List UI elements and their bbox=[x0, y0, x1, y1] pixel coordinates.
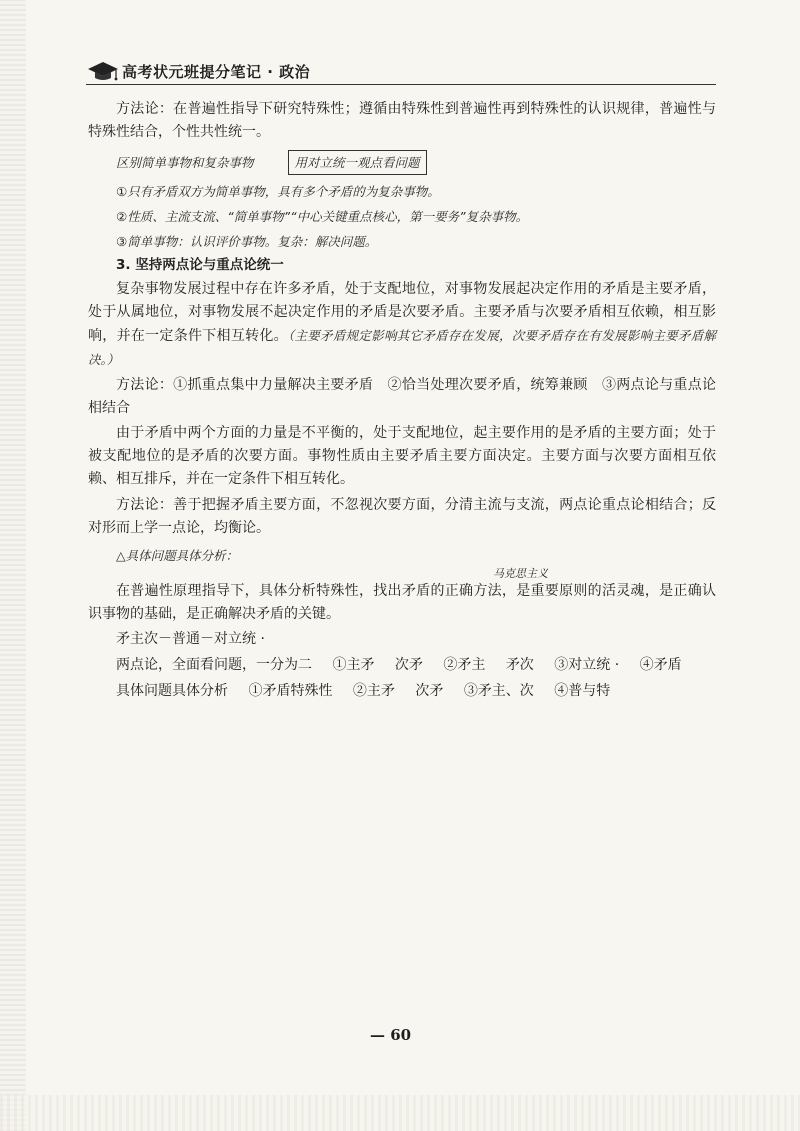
handwritten-note-1 bbox=[116, 150, 716, 175]
summary-specific: 具体问题具体分析 bbox=[116, 683, 228, 699]
note-distinguish-label: 区别简单事物和复杂事物 bbox=[116, 155, 254, 170]
summary-line-3 bbox=[116, 680, 716, 703]
handwritten-note-5: △具体问题具体分析： bbox=[116, 548, 239, 563]
paragraph-main-contradiction-text: 复杂事物发展过程中存在许多矛盾，处于支配地位，对事物发展起决定作用的矛盾是主要矛盾，处于从属地位，对事物发展不起决定作用的矛盾是次要矛盾。主要矛盾与次要矛盾相互依赖，相互影响，并在一定条件下相互转化。 bbox=[88, 281, 716, 344]
scan-bottom-noise bbox=[0, 1095, 800, 1131]
paragraph-methodology-1: 方法论：在普遍性指导下研究特殊性；遵循由特殊性到普遍性再到特殊性的认识规律，普遍性与特殊性结合，个性共性统一。 bbox=[88, 101, 716, 140]
paragraph-contradiction-aspects: 由于矛盾中两个方面的力量是不平衡的，处于支配地位，起主要作用的是矛盾的主要方面；处于被支配地位的是矛盾的次要方面。事物性质由主要矛盾主要方面决定。主要方面与次要方面相互依赖、相互排斥，并在一定条件下相互转化。 bbox=[88, 425, 716, 487]
summary-item: ②主矛 bbox=[352, 683, 395, 699]
paragraph-main-contradiction bbox=[88, 278, 716, 372]
handwritten-note-3: ②性质、主流支流、“简单事物”“中心关键重点核心，第一要务”复杂事物。 bbox=[116, 209, 529, 224]
section-heading-3: 3. 坚持两点论与重点论统一 bbox=[116, 257, 284, 273]
handwritten-note-4: ③简单事物：认识评价事物。复杂：解决问题。 bbox=[116, 234, 378, 249]
summary-item: 矛次 bbox=[505, 657, 534, 673]
summary-two-point: 两点论，全面看问题，一分为二 bbox=[116, 657, 312, 673]
summary-item: ④矛盾 bbox=[639, 657, 682, 673]
summary-item: ④普与特 bbox=[554, 683, 611, 699]
page-header bbox=[86, 58, 310, 84]
paragraph-methodology-2: 方法论：①抓重点集中力量解决主要矛盾 ②恰当处理次要矛盾，统筹兼顾 ③两点论与重点论相结合 bbox=[88, 377, 716, 416]
header-title: 高考状元班提分笔记 · 政治 bbox=[122, 62, 311, 81]
graduation-cap-icon bbox=[86, 59, 120, 83]
handwritten-note-2: ①只有矛盾双方为简单事物，具有多个矛盾的为复杂事物。 bbox=[116, 184, 440, 199]
paragraph-methodology-3: 方法论：善于把握矛盾主要方面，不忽视次要方面，分清主流与支流，两点论重点论相结合；反对形而上学一点论，均衡论。 bbox=[88, 497, 716, 536]
summary-item: ①矛盾特殊性 bbox=[248, 683, 333, 699]
header-divider bbox=[86, 84, 716, 85]
summary-line-2 bbox=[116, 654, 716, 677]
page-number: — 60 bbox=[370, 1026, 412, 1044]
summary-item: 次矛 bbox=[394, 657, 423, 673]
summary-line-1: 矛主次－普通－对立统 · bbox=[116, 631, 265, 647]
summary-item: ③矛主、次 bbox=[463, 683, 534, 699]
handwritten-note-marxism: 马克思主义 bbox=[493, 567, 548, 580]
summary-item: ①主矛 bbox=[332, 657, 375, 673]
handwritten-annotation-main: （主要矛盾规定影响其它矛盾存在发展，次要矛盾存在有发展影响主要矛盾解决。） bbox=[88, 328, 716, 367]
summary-item: ③对立统 · bbox=[554, 657, 620, 673]
scan-edge-noise bbox=[0, 0, 26, 1131]
note-boxed-label: 用对立统一观点看问题 bbox=[288, 150, 427, 175]
paragraph-specific-analysis: 在普遍性原理指导下，具体分析特殊性，找出矛盾的正确方法，是重要原则的活灵魂，是正确认识事物的基础，是正确解决矛盾的关键。 bbox=[88, 583, 716, 622]
summary-item: ②矛主 bbox=[443, 657, 486, 673]
summary-item: 次矛 bbox=[415, 683, 444, 699]
